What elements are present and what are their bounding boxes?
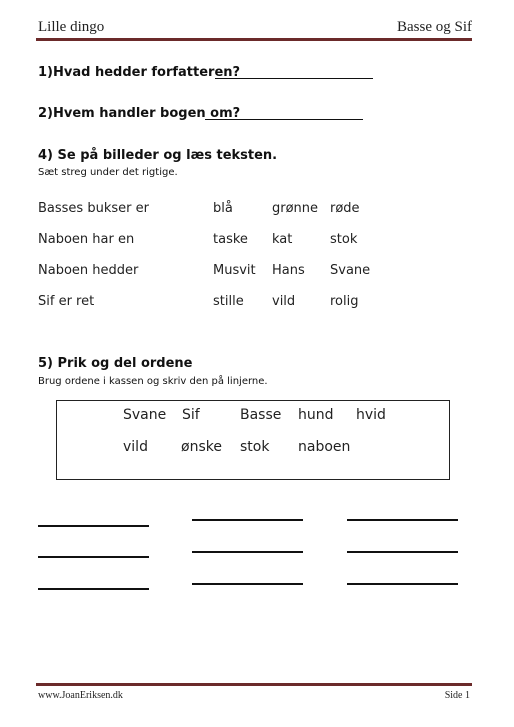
question-2: 2)Hvem handler bogen om?	[38, 106, 241, 121]
writing-line[interactable]	[347, 519, 458, 521]
option-word[interactable]: røde	[330, 201, 360, 216]
writing-line[interactable]	[38, 588, 149, 590]
header-left-title: Lille dingo	[38, 19, 105, 35]
row-label: Naboen har en	[38, 232, 135, 247]
box-word: hund	[298, 407, 334, 423]
writing-line[interactable]	[192, 519, 303, 521]
box-word: Svane	[123, 407, 167, 423]
option-word[interactable]: kat	[272, 232, 293, 247]
option-word[interactable]: vild	[272, 294, 296, 309]
option-word[interactable]: stok	[330, 232, 358, 247]
writing-line[interactable]	[347, 583, 458, 585]
header-right-title: Basse og Sif	[397, 19, 472, 35]
option-word[interactable]: stille	[213, 294, 244, 309]
writing-line[interactable]	[38, 525, 149, 527]
row-label: Basses bukser er	[38, 201, 149, 216]
writing-line[interactable]	[347, 551, 458, 553]
option-word[interactable]: taske	[213, 232, 248, 247]
footer-website[interactable]: www.JoanEriksen.dk	[38, 690, 123, 701]
answer-line-1[interactable]	[215, 78, 373, 79]
box-word: Sif	[182, 407, 200, 423]
question-5-instruction: Brug ordene i kassen og skriv den på linjerne.	[38, 376, 268, 387]
box-word: ønske	[181, 439, 222, 455]
option-word[interactable]: rolig	[330, 294, 359, 309]
row-label: Naboen hedder	[38, 263, 139, 278]
option-word[interactable]: Hans	[272, 263, 305, 278]
header-rule	[36, 38, 472, 41]
option-word[interactable]: Svane	[330, 263, 371, 278]
box-word: vild	[123, 439, 148, 455]
question-1: 1)Hvad hedder forfatteren?	[38, 65, 241, 80]
option-word[interactable]: grønne	[272, 201, 319, 216]
box-word: Basse	[240, 407, 282, 423]
writing-line[interactable]	[192, 583, 303, 585]
answer-line-2[interactable]	[205, 119, 363, 120]
box-word: stok	[240, 439, 270, 455]
question-4-title: 4) Se på billeder og læs teksten.	[38, 148, 278, 163]
question-5-title: 5) Prik og del ordene	[38, 356, 193, 371]
writing-line[interactable]	[38, 556, 149, 558]
option-word[interactable]: blå	[213, 201, 233, 216]
question-4-instruction: Sæt streg under det rigtige.	[38, 167, 178, 178]
row-label: Sif er ret	[38, 294, 95, 309]
box-word: hvid	[356, 407, 386, 423]
footer-rule	[36, 683, 472, 686]
box-word: naboen	[298, 439, 351, 455]
writing-line[interactable]	[192, 551, 303, 553]
footer-page-number: Side 1	[444, 690, 470, 701]
option-word[interactable]: Musvit	[213, 263, 256, 278]
